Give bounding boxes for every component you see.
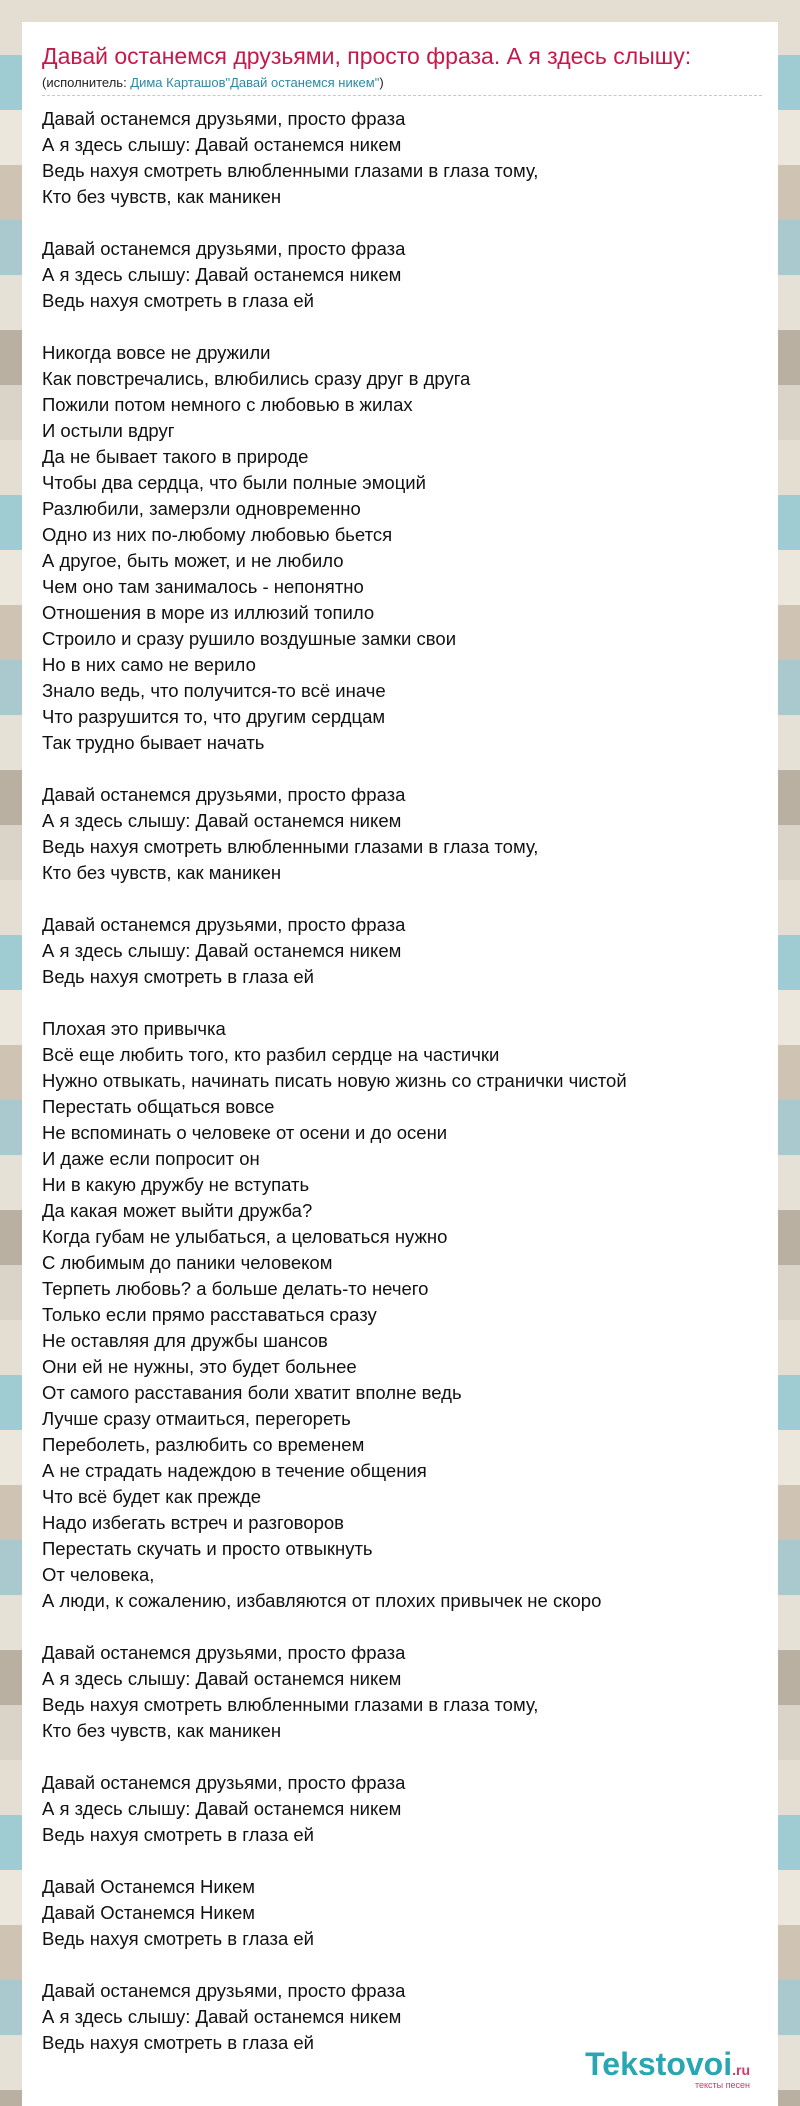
lyric-line: Пожили потом немного с любовью в жилах [42, 394, 413, 415]
stanza-break [42, 1848, 762, 1874]
lyric-line: А люди, к сожалению, избавляются от плохих привычек не скоро [42, 1590, 602, 1611]
lyric-line: Когда губам не улыбаться, а целоваться нужно [42, 1226, 448, 1247]
lyric-line: Давай останемся друзьями, просто фраза [42, 1980, 406, 2001]
lyric-line: Но в них само не верило [42, 654, 256, 675]
lyric-line: А я здесь слышу: Давай останемся никем [42, 134, 402, 155]
lyric-line: Никогда вовсе не дружили [42, 342, 271, 363]
lyric-line: Да какая может выйти дружба? [42, 1200, 313, 1221]
lyric-line: А я здесь слышу: Давай останемся никем [42, 2006, 402, 2027]
stanza-break [42, 1744, 762, 1770]
lyric-line: Переболеть, разлюбить со временем [42, 1434, 365, 1455]
title-divider [42, 95, 762, 96]
song-info [42, 75, 384, 91]
lyric-line: От человека, [42, 1564, 155, 1585]
site-logo[interactable] [585, 2048, 750, 2090]
lyric-line: Отношения в море из иллюзий топило [42, 602, 375, 623]
lyric-line: Строило и сразу рушило воздушные замки свои [42, 628, 457, 649]
lyric-line: Только если прямо расставаться сразу [42, 1304, 377, 1325]
lyric-line: А я здесь слышу: Давай останемся никем [42, 940, 402, 961]
lyric-line: Давай останемся друзьями, просто фраза [42, 238, 406, 259]
stanza-break [42, 1952, 762, 1978]
stanza-break [42, 210, 762, 236]
lyric-line: Нужно отвыкать, начинать писать новую жизнь со странички чистой [42, 1070, 627, 1091]
lyric-line: А я здесь слышу: Давай останемся никем [42, 1668, 402, 1689]
lyric-line: Давай Останемся Никем [42, 1902, 256, 1923]
artist-link[interactable]: Дима Карташов [130, 75, 226, 90]
stanza-break [42, 886, 762, 912]
stanza-break [42, 314, 762, 340]
lyric-line: Чем оно там занималось - непонятно [42, 576, 364, 597]
logo-name: Tekstovoi [585, 2046, 733, 2082]
lyric-line: Давай останемся друзьями, просто фраза [42, 108, 406, 129]
lyric-line: Давай останемся друзьями, просто фраза [42, 1772, 406, 1793]
stanza-break [42, 756, 762, 782]
lyric-line: А я здесь слышу: Давай останемся никем [42, 1798, 402, 1819]
lyric-line: Ведь нахуя смотреть в глаза ей [42, 966, 315, 987]
lyric-line: Ведь нахуя смотреть влюбленными глазами в глаза тому, [42, 1694, 539, 1715]
stanza-break [42, 1614, 762, 1640]
lyric-line: Ведь нахуя смотреть влюбленными глазами в глаза тому, [42, 160, 539, 181]
lyric-line: Кто без чувств, как маникен [42, 186, 282, 207]
song-info-suffix: ) [379, 75, 384, 90]
lyric-line: Перестать скучать и просто отвыкнуть [42, 1538, 373, 1559]
lyric-line: Не вспоминать о человеке от осени и до осени [42, 1122, 448, 1143]
lyric-line: Всё еще любить того, кто разбил сердце на частички [42, 1044, 500, 1065]
lyric-line: Ни в какую дружбу не вступать [42, 1174, 310, 1195]
lyric-line: Давай останемся друзьями, просто фраза [42, 1642, 406, 1663]
lyrics-text [42, 106, 762, 2056]
lyric-line: С любимым до паники человеком [42, 1252, 333, 1273]
lyric-line: Знало ведь, что получится-то всё иначе [42, 680, 386, 701]
lyric-line: Лучше сразу отмаиться, перегореть [42, 1408, 351, 1429]
logo-tld: .ru [732, 2062, 750, 2078]
lyric-line: А другое, быть может, и не любило [42, 550, 344, 571]
lyric-line: Давай останемся друзьями, просто фраза [42, 914, 406, 935]
lyric-line: Не оставляя для дружбы шансов [42, 1330, 328, 1351]
page-title: Давай останемся друзьями, просто фраза. А я здесь слышу: [42, 43, 692, 69]
lyric-line: Они ей не нужны, это будет больнее [42, 1356, 357, 1377]
lyric-line: Одно из них по-любому любовью бьется [42, 524, 393, 545]
lyric-line: А я здесь слышу: Давай останемся никем [42, 264, 402, 285]
lyric-line: От самого расставания боли хватит вполне ведь [42, 1382, 462, 1403]
song-link[interactable]: "Давай останемся никем" [225, 75, 380, 90]
lyric-line: Что всё будет как прежде [42, 1486, 262, 1507]
lyric-line: Кто без чувств, как маникен [42, 1720, 282, 1741]
lyric-line: И остыли вдруг [42, 420, 175, 441]
lyric-line: Терпеть любовь? а больше делать-то нечего [42, 1278, 429, 1299]
lyric-line: Разлюбили, замерзли одновременно [42, 498, 361, 519]
lyric-line: И даже если попросит он [42, 1148, 260, 1169]
lyric-line: Так трудно бывает начать [42, 732, 265, 753]
lyric-line: Кто без чувств, как маникен [42, 862, 282, 883]
lyric-line: А не страдать надеждою в течение общения [42, 1460, 427, 1481]
lyric-line: Ведь нахуя смотреть в глаза ей [42, 290, 315, 311]
lyric-line: Да не бывает такого в природе [42, 446, 309, 467]
lyric-line: Ведь нахуя смотреть в глаза ей [42, 2032, 315, 2053]
lyric-line: Перестать общаться вовсе [42, 1096, 275, 1117]
lyric-line: Давай Останемся Никем [42, 1876, 256, 1897]
lyric-line: Как повстречались, влюбились сразу друг в друга [42, 368, 471, 389]
lyric-line: Надо избегать встреч и разговоров [42, 1512, 344, 1533]
lyric-line: А я здесь слышу: Давай останемся никем [42, 810, 402, 831]
logo-tagline: тексты песен [694, 2080, 750, 2090]
lyric-line: Чтобы два сердца, что были полные эмоций [42, 472, 426, 493]
song-info-prefix: (исполнитель: [42, 75, 131, 90]
stanza-break [42, 990, 762, 1016]
lyric-line: Ведь нахуя смотреть в глаза ей [42, 1824, 315, 1845]
lyric-line: Плохая это привычка [42, 1018, 226, 1039]
lyric-line: Что разрушится то, что другим сердцам [42, 706, 386, 727]
lyric-line: Ведь нахуя смотреть влюбленными глазами в глаза тому, [42, 836, 539, 857]
lyrics-card [22, 22, 778, 2106]
lyric-line: Ведь нахуя смотреть в глаза ей [42, 1928, 315, 1949]
lyric-line: Давай останемся друзьями, просто фраза [42, 784, 406, 805]
